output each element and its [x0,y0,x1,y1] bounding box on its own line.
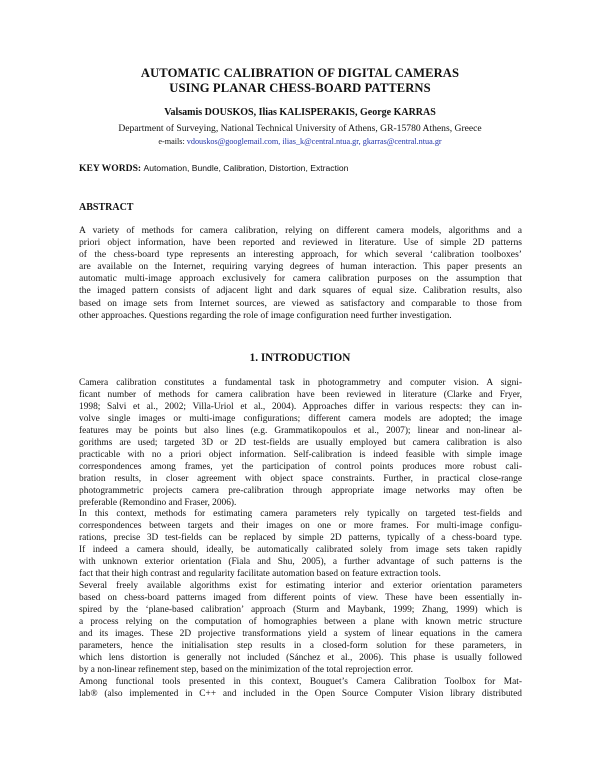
text-line: photogrammetric projects camera pre-calibration through appropriate image networks may often be [79,485,522,496]
title-line-1: AUTOMATIC CALIBRATION OF DIGITAL CAMERAS [140,66,460,80]
text-line: a process relying on the computation of homographies between a plane with known metric structure [79,617,522,628]
text-line: practicable with no a priori object information. Self-calibration is indeed feasible with simple image [79,449,522,460]
text-line: fact that their high contrast and regularity facilitate automation based on feature extraction tools. [79,569,441,580]
keywords-text: Automation, Bundle, Calibration, Distortion, Extraction [143,163,349,173]
affiliation: Department of Surveying, National Technical University of Athens, GR-15780 Athens, Greece [118,123,482,134]
text-line: correspondences among frames, yet the participation of control points produces more robust cali- [79,461,522,472]
text-line: based on image sets from Internet sources, are viewed as satisfactory and comparable to those from [79,297,522,309]
introduction-body [79,378,522,701]
text-line: volve single images or multi-image configurations; different camera models are adopted; the image [79,413,522,424]
title-line-2: USING PLANAR CHESS-BOARD PATTERNS [169,80,431,95]
email-addresses[interactable]: vdouskos@googlemail.com, ilias_k@central.ntua.gr, gkarras@central.ntua.gr [186,137,442,146]
text-line: In this context, methods for estimating camera parameters rely typically on targeted test-fields and [79,509,522,520]
text-line: features may be points but also lines (e.g. Grammatikopoulos et al., 2007); linear and non-linear al- [79,425,522,436]
text-line: A variety of methods for camera calibration, relying on different camera models, algorithms and a [79,225,522,236]
text-line: Camera calibration constitutes a fundamental task in photogrammetry and computer vision. A signi- [79,378,522,388]
text-line: the imaged pattern consists of adjacent light and dark squares of equal size. Calibration results, also [79,285,522,297]
text-line: by a non-linear refinement step, based on the minimization of the total reprojection error. [79,664,414,675]
text-line: gorithms are used; targeted 3D or 2D test-fields are usually employed but camera calibration is also [79,437,522,448]
email-line [0,136,600,147]
text-line: which lens distortion is generally not included (Sánchez et al., 2006). This phase is usually followed [79,652,522,663]
introduction-heading: 1. INTRODUCTION [249,352,351,364]
abstract-body [79,225,522,322]
authors: Valsamis DOUSKOS, Ilias KALISPERAKIS, George KARRAS [164,107,436,118]
text-line: based on chess-board patterns imaged from different points of view. These have been essentially in- [79,593,522,604]
text-line: ficant number of methods for camera calibration have been reviewed in literature (Clarke and Fryer, [79,389,522,400]
text-line: other approaches. Questions regarding the role of image configuration need further investigation. [79,309,452,321]
text-line: Among functional tools presented in this context, Bouguet’s Camera Calibration Toolbox for Mat- [79,676,522,687]
text-line: parameters, hence the initialisation step results in a closed-form solution for these parameters, in [79,640,522,651]
keywords-label: KEY WORDS: [79,163,142,174]
text-line: correspondences between targets and their images on one or more frames. For multi-image configu- [79,521,522,532]
text-line: 1998; Salvi et al., 2002; Villa-Uriol et al., 2004). Approaches differ in various respects: they can in- [79,401,522,412]
text-line: of the chess-board type represents an interesting approach, for which several ‘calibration toolboxes’ [79,249,522,261]
emails-label: e-mails: [158,137,187,146]
text-line: lab® (also implemented in C++ and included in the Open Source Computer Vision library distributed [79,688,522,699]
keywords [79,162,539,175]
text-line: rations, precise 3D test-fields can be replaced by simple 2D patterns, typically of a chess-board type. [79,533,522,544]
abstract-heading: ABSTRACT [79,202,134,213]
text-line: are available on the Internet, requiring varying degrees of human interaction. This paper presents an [79,261,522,273]
paper-title [0,66,600,95]
text-line: priori object information, have been reported and reviewed in literature. Use of simple 2D patterns [79,237,522,249]
text-line: automatic multi-image approach exclusively for camera calibration purposes on the assumption that [79,273,522,285]
text-line: preferable (Remondino and Fraser, 2006). [79,497,237,508]
text-line: bration results, in closer agreement with object space constraints. Further, in practical close-range [79,473,522,484]
text-line: spired by the ‘plane-based calibration’ approach (Sturm and Maybank, 1999; Zhang, 1999) which is [79,605,522,616]
text-line: Several freely available algorithms exist for estimating interior and exterior orientation parameters [79,581,522,592]
text-line: and its images. These 2D projective transformations yield a system of linear equations in the camera [79,629,522,640]
text-line: with unknown exterior orientation (Fiala and Shu, 2005), a further advantage of such patterns is the [79,557,522,568]
text-line: If indeed a camera should, ideally, be automatically calibrated solely from image sets taken rapidly [79,545,522,556]
